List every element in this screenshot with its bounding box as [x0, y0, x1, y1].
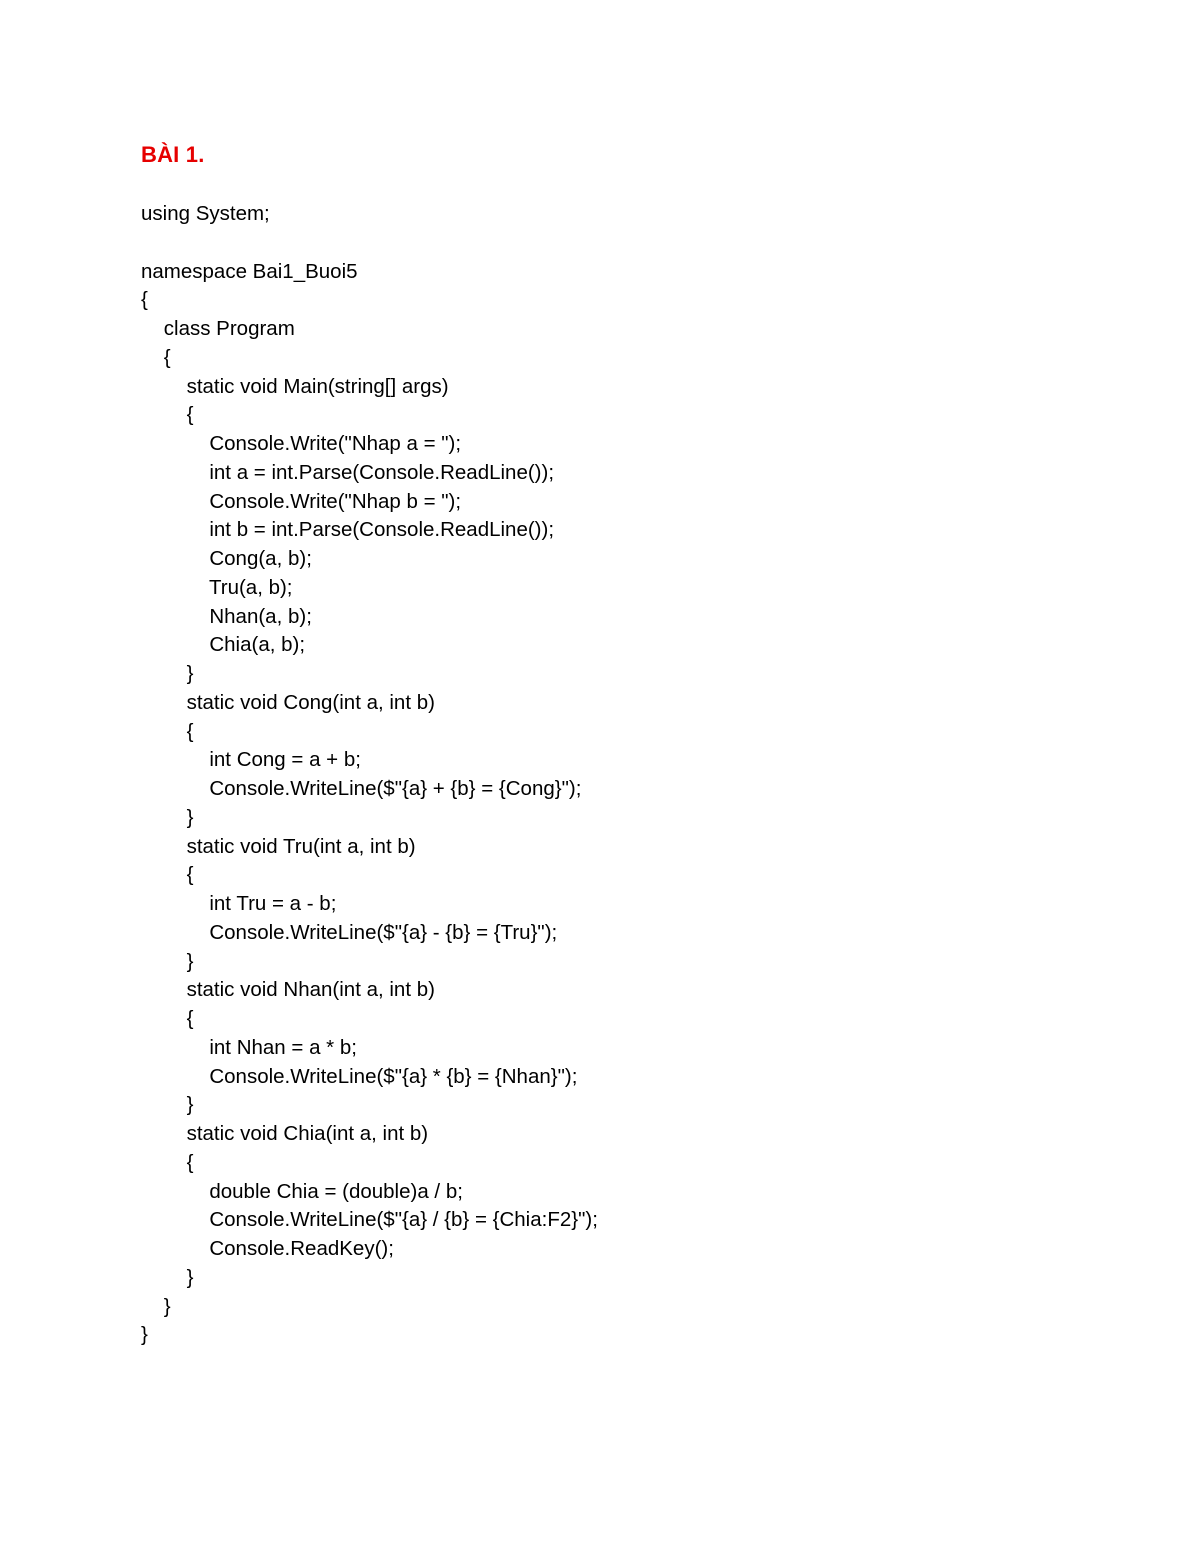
code-block — [141, 200, 598, 1350]
code-line: class Program — [141, 317, 295, 340]
code-line: static void Nhan(int a, int b) — [141, 978, 435, 1002]
code-line: Console.WriteLine($"{a} / {b} = {Chia:F2}"); — [141, 1208, 598, 1232]
code-line: static void Tru(int a, int b) — [141, 834, 416, 858]
code-line: } — [141, 949, 194, 973]
code-line: { — [141, 1007, 194, 1030]
code-line: Nhan(a, b); — [141, 604, 312, 628]
code-line: int Cong = a + b; — [141, 748, 361, 772]
code-line: Console.WriteLine($"{a} * {b} = {Nhan}"); — [141, 1064, 578, 1088]
code-line: { — [141, 288, 148, 312]
code-line: Console.ReadKey(); — [141, 1237, 394, 1260]
code-line: int Tru = a - b; — [141, 892, 337, 915]
code-line: static void Chia(int a, int b) — [141, 1122, 429, 1145]
code-line: double Chia = (double)a / b; — [141, 1179, 463, 1203]
code-line: using System; — [141, 202, 270, 225]
code-line: } — [141, 1323, 148, 1347]
code-line: } — [141, 662, 194, 685]
code-line: int Nhan = a * b; — [141, 1035, 357, 1059]
code-line: Tru(a, b); — [141, 575, 293, 599]
code-line: { — [141, 403, 194, 427]
code-line: Cong(a, b); — [141, 547, 312, 570]
exercise-heading: BÀI 1. — [141, 142, 205, 167]
code-line: } — [141, 805, 194, 829]
code-line: { — [141, 1150, 194, 1174]
code-line: Console.WriteLine($"{a} - {b} = {Tru}"); — [141, 920, 558, 944]
code-line: namespace Bai1_Buoi5 — [141, 259, 358, 283]
code-line: static void Cong(int a, int b) — [141, 690, 435, 714]
code-line: } — [141, 1093, 194, 1117]
code-line: int a = int.Parse(Console.ReadLine()); — [141, 460, 555, 484]
code-line: static void Main(string[] args) — [141, 374, 449, 398]
code-line: int b = int.Parse(Console.ReadLine()); — [141, 518, 555, 542]
code-line: { — [141, 719, 194, 743]
code-line: } — [141, 1294, 171, 1318]
code-line: Console.WriteLine($"{a} + {b} = {Cong}"); — [141, 777, 582, 800]
code-line: { — [141, 863, 194, 887]
code-line — [141, 229, 598, 258]
code-line: Console.Write("Nhap b = "); — [141, 489, 462, 513]
code-line: { — [141, 345, 171, 369]
code-line: } — [141, 1265, 194, 1289]
code-line: Chia(a, b); — [141, 633, 306, 657]
code-line: Console.Write("Nhap a = "); — [141, 432, 462, 455]
